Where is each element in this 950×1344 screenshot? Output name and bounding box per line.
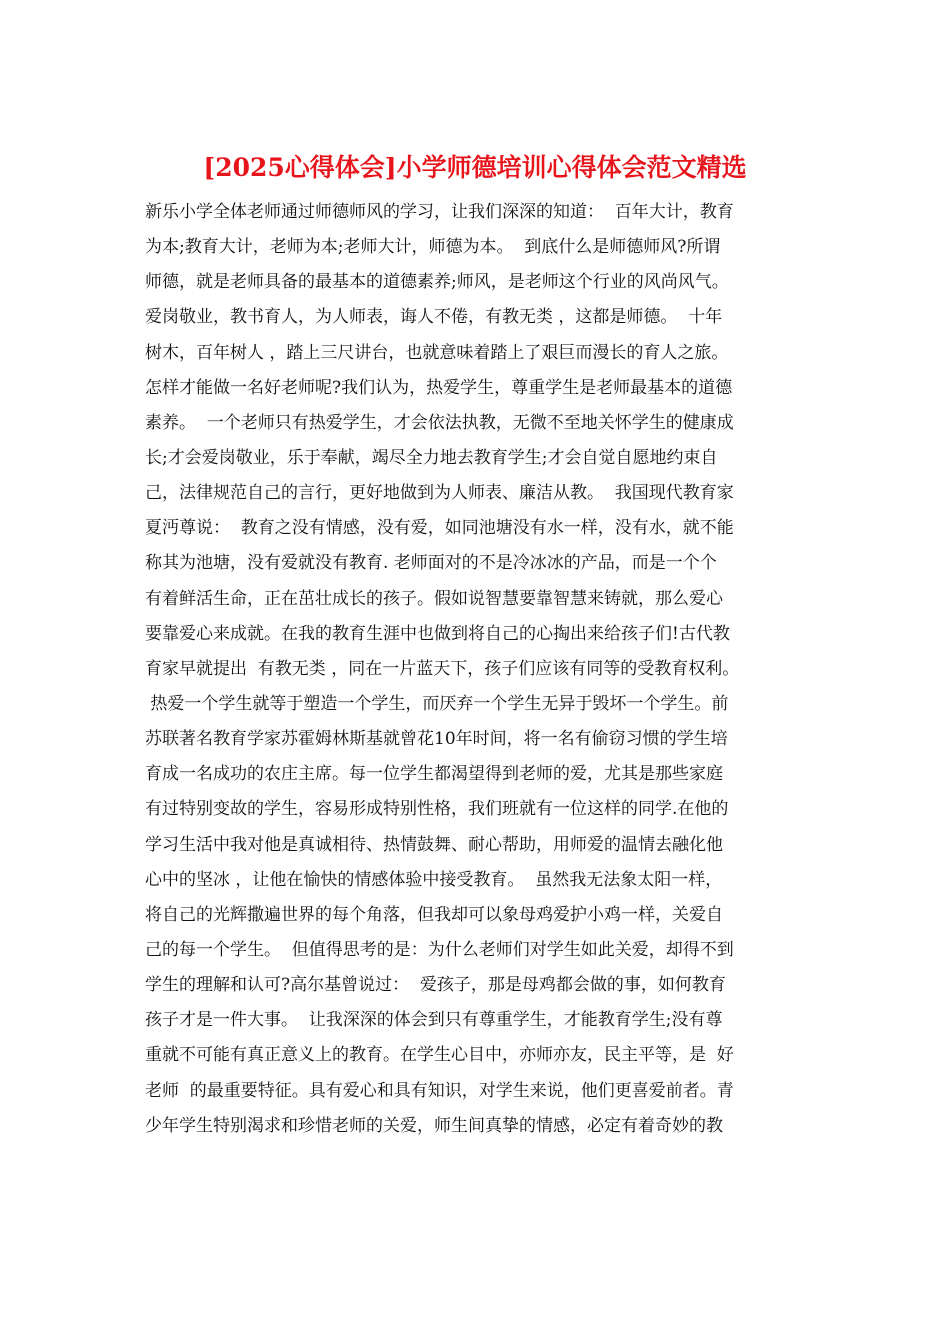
body-line: 素养。 一个老师只有热爱学生，才会依法执教，无微不至地关怀学生的健康成 xyxy=(145,412,734,433)
body-line: 称其为池塘，没有爱就没有教育. 老师面对的不是冷冰冰的产品，而是一个个 xyxy=(145,553,717,574)
body-line: 有过特别变故的学生，容易形成特别性格，我们班就有一位这样的同学.在他的 xyxy=(145,799,729,820)
body-line: 要靠爱心来成就。在我的教育生涯中也做到将自己的心掏出来给孩子们!古代教 xyxy=(145,623,730,644)
body-line: 育家早就提出 有教无类 ，同在一片蓝天下，孩子们应该有同等的受教育权利。 xyxy=(145,658,740,679)
body-line: 育成一名成功的农庄主席。每一位学生都渴望得到老师的爱，尤其是那些家庭 xyxy=(145,764,723,785)
body-line: 少年学生特别渴求和珍惜老师的关爱，师生间真挚的情感，必定有着奇妙的教 xyxy=(145,1115,723,1136)
body-line: 为本;教育大计，老师为本;老师大计，师德为本。 到底什么是师德师风?所谓 xyxy=(145,237,721,258)
body-line: 怎样才能做一名好老师呢?我们认为，热爱学生，尊重学生是老师最基本的道德 xyxy=(145,377,733,398)
body-line: 爱岗敬业，教书育人，为人师表，诲人不倦，有教无类 ，这都是师德。 十年 xyxy=(145,307,723,328)
body-line: 树木，百年树人 ，踏上三尺讲台，也就意味着踏上了艰巨而漫长的育人之旅。 xyxy=(145,342,729,363)
body-line: 夏沔尊说： 教育之没有情感，没有爱，如同池塘没有水一样，没有水，就不能 xyxy=(145,518,734,539)
body-line: 心中的坚冰 ，让他在愉快的情感体验中接受教育。 虽然我无法象太阳一样， xyxy=(145,869,723,890)
body-line: 孩子才是一件大事。 让我深深的体会到只有尊重学生，才能教育学生;没有尊 xyxy=(145,1010,723,1031)
body-line: 己的每一个学生。 但值得思考的是：为什么老师们对学生如此关爱，却得不到 xyxy=(145,939,734,960)
body-line: 新乐小学全体老师通过师德师风的学习，让我们深深的知道： 百年大计，教育 xyxy=(145,202,734,222)
body-line: 有着鲜活生命，正在茁壮成长的孩子。假如说智慧要靠智慧来铸就，那么爱心 xyxy=(145,588,723,609)
body-line: 长;才会爱岗敬业，乐于奉献，竭尽全力地去教育学生;才会自觉自愿地约束自 xyxy=(145,447,718,468)
body-line: 师德，就是老师具备的最基本的道德素养;师风，是老师这个行业的风尚风气。 xyxy=(145,272,729,293)
body-line: 己，法律规范自己的言行，更好地做到为人师表、廉洁从教。 我国现代教育家 xyxy=(145,483,734,504)
body-line: 学生的理解和认可?高尔基曾说过： 爱孩子，那是母鸡都会做的事，如何教育 xyxy=(145,975,726,996)
body-line: 热爱一个学生就等于塑造一个学生，而厌弃一个学生无异于毁坏一个学生。前 xyxy=(145,693,729,714)
body-line: 老师 的最重要特征。具有爱心和具有知识，对学生来说，他们更喜爱前者。青 xyxy=(145,1080,734,1101)
body-line: 学习生活中我对他是真诚相待、热情鼓舞、耐心帮助，用师爱的温情去融化他 xyxy=(145,834,723,855)
body-line: 将自己的光辉撒遍世界的每个角落，但我却可以象母鸡爱护小鸡一样，关爱自 xyxy=(145,904,723,925)
document-body xyxy=(145,195,810,1144)
document-title: [2025心得体会]小学师德培训心得体会范文精选 xyxy=(203,153,747,182)
body-line: 重就不可能有真正意义上的教育。在学生心目中，亦师亦友，民主平等，是 好 xyxy=(145,1045,734,1066)
body-line: 苏联著名教育学家苏霍姆林斯基就曾花10年时间，将一名有偷窃习惯的学生培 xyxy=(145,729,728,750)
